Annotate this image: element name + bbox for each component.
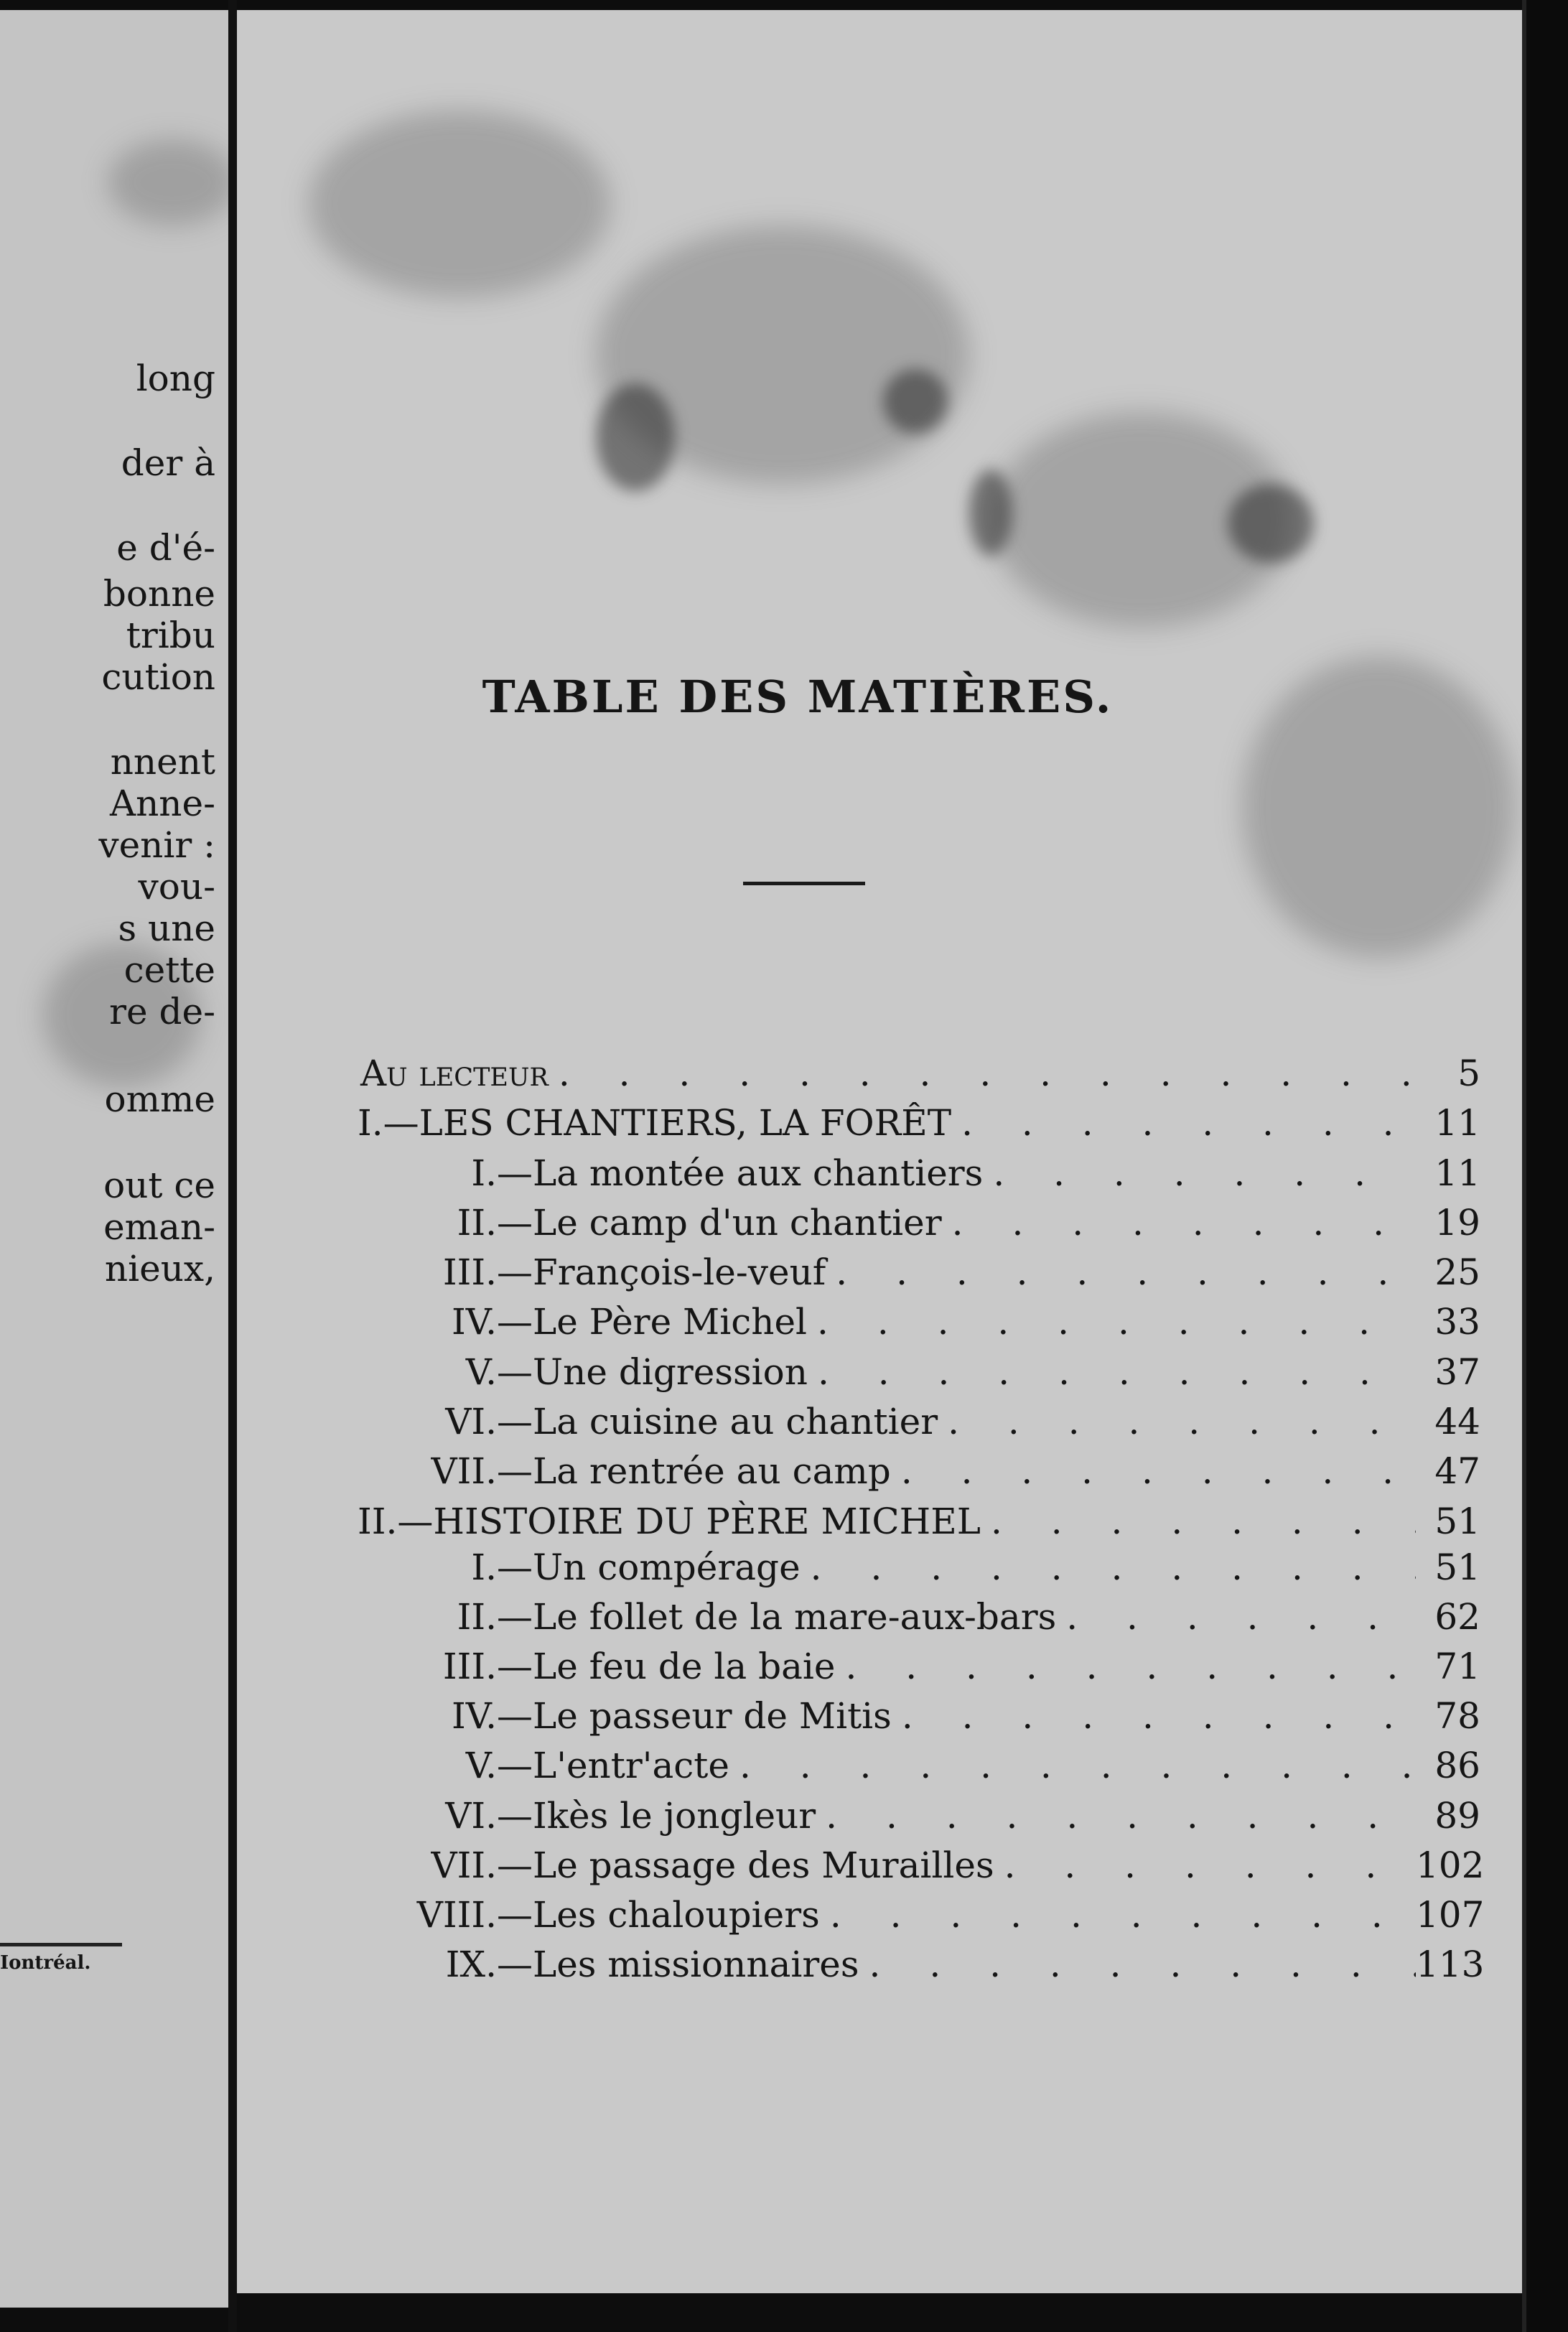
- toc-entry: [425, 1251, 1480, 1293]
- page-stain: [1228, 484, 1314, 563]
- toc-entry-page: 11: [1434, 1102, 1480, 1144]
- toc-entry-page: 89: [1434, 1795, 1480, 1837]
- dot-leader: [892, 1695, 1416, 1737]
- left-text-line: nieux,: [104, 1248, 215, 1289]
- toc-entry: [402, 1844, 1485, 1886]
- dot-leader: [808, 1351, 1416, 1393]
- left-text-line: re de-: [109, 991, 215, 1032]
- dot-leader: [891, 1450, 1416, 1492]
- dot-leader: [807, 1301, 1416, 1343]
- toc-entry-label: Au lecteur: [360, 1053, 549, 1094]
- toc-entry-page: 62: [1434, 1596, 1480, 1638]
- dot-leader: [994, 1844, 1416, 1886]
- toc-entry: [425, 1301, 1480, 1343]
- toc-entry: [358, 1102, 1480, 1144]
- toc-entry-label: Une digression: [533, 1351, 808, 1393]
- toc-entry-label: Les missionnaires: [533, 1944, 859, 1985]
- publisher-imprint: [0, 1943, 122, 1974]
- toc-entry-number: IV.—: [451, 1695, 533, 1737]
- toc-entry: [389, 1894, 1485, 1936]
- toc-entry-page: 44: [1434, 1401, 1480, 1442]
- toc-entry: [425, 1944, 1485, 1985]
- toc-entry-label: Le passage des Murailles: [533, 1844, 994, 1886]
- toc-entry: [425, 1202, 1480, 1244]
- toc-entry-number: VII.—: [431, 1450, 533, 1492]
- left-text-line: Anne-: [110, 783, 215, 824]
- page-stain: [883, 369, 948, 434]
- toc-entry: [425, 1596, 1480, 1638]
- toc-entry-page: 78: [1434, 1695, 1480, 1737]
- left-text-line: cette: [123, 949, 215, 991]
- left-text-line: tribu: [126, 615, 215, 656]
- toc-entry-label: François-le-veuf: [533, 1251, 826, 1293]
- page-stain: [969, 470, 1012, 556]
- toc-entry: [425, 1450, 1480, 1492]
- toc-entry-label: Un compérage: [533, 1547, 801, 1588]
- toc-entry-number: VI.—: [445, 1401, 533, 1442]
- toc-entry-number: III.—: [442, 1251, 533, 1293]
- toc-entry-number: I.—: [471, 1152, 533, 1194]
- left-text-line: eman-: [103, 1206, 215, 1248]
- toc-entry-page: 71: [1434, 1646, 1480, 1687]
- toc-entry-number: VIII.—: [416, 1894, 533, 1936]
- imprint-text: Iontréal.: [0, 1952, 91, 1974]
- toc-entry-label: LES CHANTIERS, LA FORÊT: [419, 1102, 952, 1144]
- toc-entry: [425, 1646, 1480, 1687]
- left-text-line: bonne: [103, 573, 215, 615]
- dot-leader: [820, 1894, 1416, 1936]
- toc-entry: [360, 1053, 1480, 1094]
- left-text-line: s une: [118, 908, 215, 949]
- page-stain: [596, 383, 675, 491]
- toc-entry-page: 5: [1457, 1053, 1480, 1094]
- dot-leader: [826, 1251, 1416, 1293]
- toc-entry-number: VI.—: [445, 1795, 533, 1837]
- dot-leader: [981, 1501, 1416, 1542]
- title-rule: [743, 882, 865, 885]
- toc-entry-page: 25: [1434, 1251, 1480, 1293]
- left-page: [0, 10, 228, 2308]
- toc-entry-page: 51: [1434, 1547, 1480, 1588]
- toc-entry-label: Le follet de la mare-aux-bars: [533, 1596, 1057, 1638]
- toc-entry-page: 113: [1416, 1944, 1485, 1985]
- left-text-line: venir :: [98, 824, 215, 866]
- dot-leader: [942, 1202, 1416, 1244]
- toc-entry-label: Le passeur de Mitis: [533, 1695, 892, 1737]
- toc-entry-number: IX.—: [445, 1944, 533, 1985]
- toc-entry-number: V.—: [465, 1745, 533, 1786]
- dot-leader: [1056, 1596, 1416, 1638]
- toc-entry-number: III.—: [442, 1646, 533, 1687]
- toc-entry-label: Le Père Michel: [533, 1301, 808, 1343]
- scan-border: [1526, 0, 1568, 2332]
- left-text-line: cution: [101, 656, 215, 698]
- toc-entry: [425, 1745, 1480, 1786]
- dot-leader: [983, 1152, 1416, 1194]
- left-text-line: e d'é-: [116, 527, 215, 569]
- toc-entry-number: V.—: [465, 1351, 533, 1393]
- left-text-line: der à: [121, 442, 215, 484]
- toc-entry-page: 19: [1434, 1202, 1480, 1244]
- toc-entry: [425, 1152, 1480, 1194]
- toc-entry-number: VII.—: [431, 1844, 533, 1886]
- toc-entry: [425, 1351, 1480, 1393]
- toc-entry-number: I.—: [358, 1102, 419, 1144]
- toc-entry-page: 47: [1434, 1450, 1480, 1492]
- toc-entry-label: La cuisine au chantier: [533, 1401, 938, 1442]
- toc-entry-label: Ikès le jongleur: [533, 1795, 816, 1837]
- toc-entry-number: II.—: [457, 1202, 533, 1244]
- toc-entry: [358, 1501, 1480, 1542]
- page-stain: [309, 111, 610, 297]
- left-text-line: omme: [104, 1078, 215, 1120]
- page-title: TABLE DES MATIÈRES.: [482, 671, 1114, 723]
- toc-entry-page: 107: [1416, 1894, 1485, 1936]
- left-text-line: out ce: [103, 1165, 215, 1206]
- toc-entry-page: 11: [1434, 1152, 1480, 1194]
- dot-leader: [801, 1547, 1416, 1588]
- toc-entry-number: II.—: [358, 1501, 434, 1542]
- left-text-line: long: [136, 358, 215, 399]
- toc-entry-number: IV.—: [451, 1301, 533, 1343]
- toc-entry-page: 33: [1434, 1301, 1480, 1343]
- right-page: [237, 10, 1531, 2293]
- toc-entry-page: 37: [1434, 1351, 1480, 1393]
- toc-entry-page: 51: [1434, 1501, 1480, 1542]
- page-stain: [108, 139, 228, 225]
- toc-entry-label: Le camp d'un chantier: [533, 1202, 942, 1244]
- toc-entry: [425, 1795, 1480, 1837]
- dot-leader: [729, 1745, 1416, 1786]
- dot-leader: [835, 1646, 1416, 1687]
- dot-leader: [816, 1795, 1416, 1837]
- toc-entry-number: I.—: [471, 1547, 533, 1588]
- left-text-line: nnent: [110, 741, 215, 783]
- dot-leader: [859, 1944, 1416, 1985]
- toc-entry: [425, 1547, 1480, 1588]
- toc-entry-label: L'entr'acte: [533, 1745, 729, 1786]
- page-gutter: [228, 0, 237, 2332]
- toc-entry-label: La montée aux chantiers: [533, 1152, 984, 1194]
- toc-entry-page: 86: [1434, 1745, 1480, 1786]
- dot-leader: [938, 1401, 1416, 1442]
- toc-entry-label: Le feu de la baie: [533, 1646, 836, 1687]
- toc-entry-number: II.—: [457, 1596, 533, 1638]
- toc-entry: [425, 1695, 1480, 1737]
- toc-entry-label: Les chaloupiers: [533, 1894, 820, 1936]
- toc-entry-page: 102: [1416, 1844, 1485, 1886]
- dot-leader: [951, 1102, 1416, 1144]
- left-text-line: vou-: [138, 866, 215, 908]
- dot-leader: [549, 1053, 1416, 1094]
- toc-entry-label: La rentrée au camp: [533, 1450, 891, 1492]
- toc-entry-label: HISTOIRE DU PÈRE MICHEL: [433, 1501, 981, 1542]
- toc-entry: [425, 1401, 1480, 1442]
